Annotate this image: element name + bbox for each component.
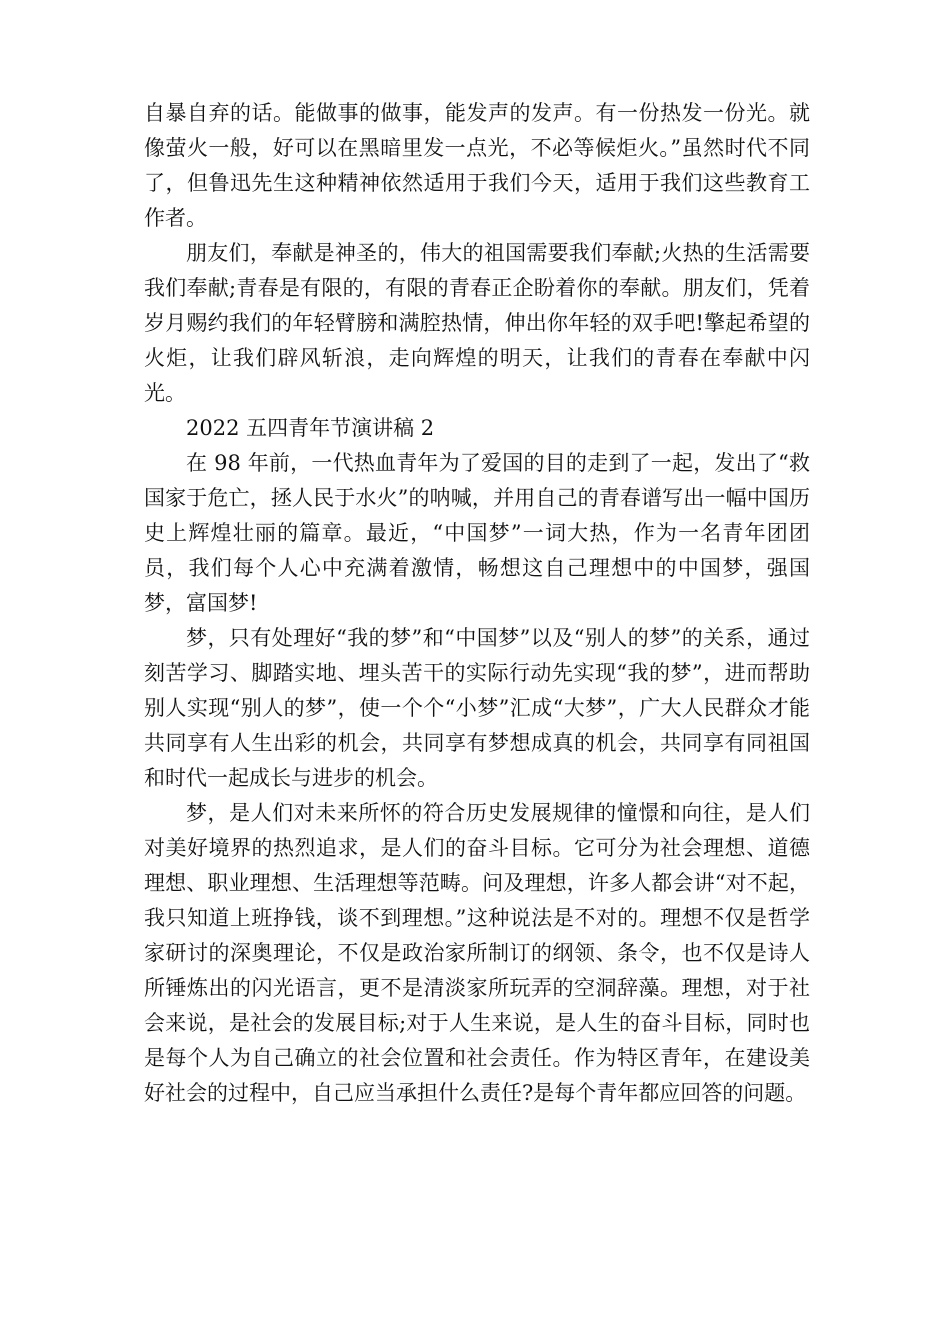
paragraph-continuation: 自暴自弃的话。能做事的做事，能发声的发声。有一份热发一份光。就像萤火一般，好可以在黑暗里发一点光，不必等候炬火。”虽然时代不同了，但鲁迅先生这种精神依然适用于我们今天，适用于我们这些教育工作者。 — [144, 101, 810, 230]
section-heading: 2022 五四青年节演讲稿 2 — [186, 416, 435, 440]
paragraph-my-dream: 梦，只有处理好“我的梦”和“中国梦”以及“别人的梦”的关系，通过刻苦学习、脚踏实地、埋头苦干的实际行动先实现“我的梦”，进而帮助别人实现“别人的梦”，使一个个“小梦”汇成“大梦”，广大人民群众才能共同享有人生出彩的机会，共同享有梦想成真的机会，共同享有同祖国和时代一起成长与进步的机会。 — [144, 626, 810, 790]
document-page — [144, 96, 810, 1111]
paragraph-ideals: 梦，是人们对未来所怀的符合历史发展规律的憧憬和向往，是人们对美好境界的热烈追求，是人们的奋斗目标。它可分为社会理想、道德理想、职业理想、生活理想等范畴。问及理想，许多人都会讲“对不起，我只知道上班挣钱，谈不到理想。”这种说法是不对的。理想不仅是哲学家研讨的深奥理论，不仅是政治家所制订的纲领、条令，也不仅是诗人所锤炼出的闪光语言，更不是清淡家所玩弄的空洞辞藻。理想，对于社会来说，是社会的发展目标;对于人生来说，是人生的奋斗目标，同时也是每个人为自己确立的社会位置和社会责任。作为特区青年，在建设美好社会的过程中，自己应当承担什么责任?是每个青年都应回答的问题。 — [144, 801, 810, 1105]
paragraph-history: 在 98 年前，一代热血青年为了爱国的目的走到了一起，发出了“救国家于危亡，拯人民于水火”的呐喊，并用自己的青春谱写出一幅中国历史上辉煌壮丽的篇章。最近，“中国梦”一词大热，作为一名青年团团员，我们每个人心中充满着激情，畅想这自己理想中的中国梦，强国梦，富国梦! — [144, 451, 810, 615]
paragraph-dedication: 朋友们，奉献是神圣的，伟大的祖国需要我们奉献;火热的生活需要我们奉献;青春是有限的，有限的青春正企盼着你的奉献。朋友们，凭着岁月赐约我们的年轻臂膀和满腔热情，伸出你年轻的双手吧!擎起希望的火炬，让我们辟风斩浪，走向辉煌的明天，让我们的青春在奉献中闪光。 — [144, 241, 810, 405]
